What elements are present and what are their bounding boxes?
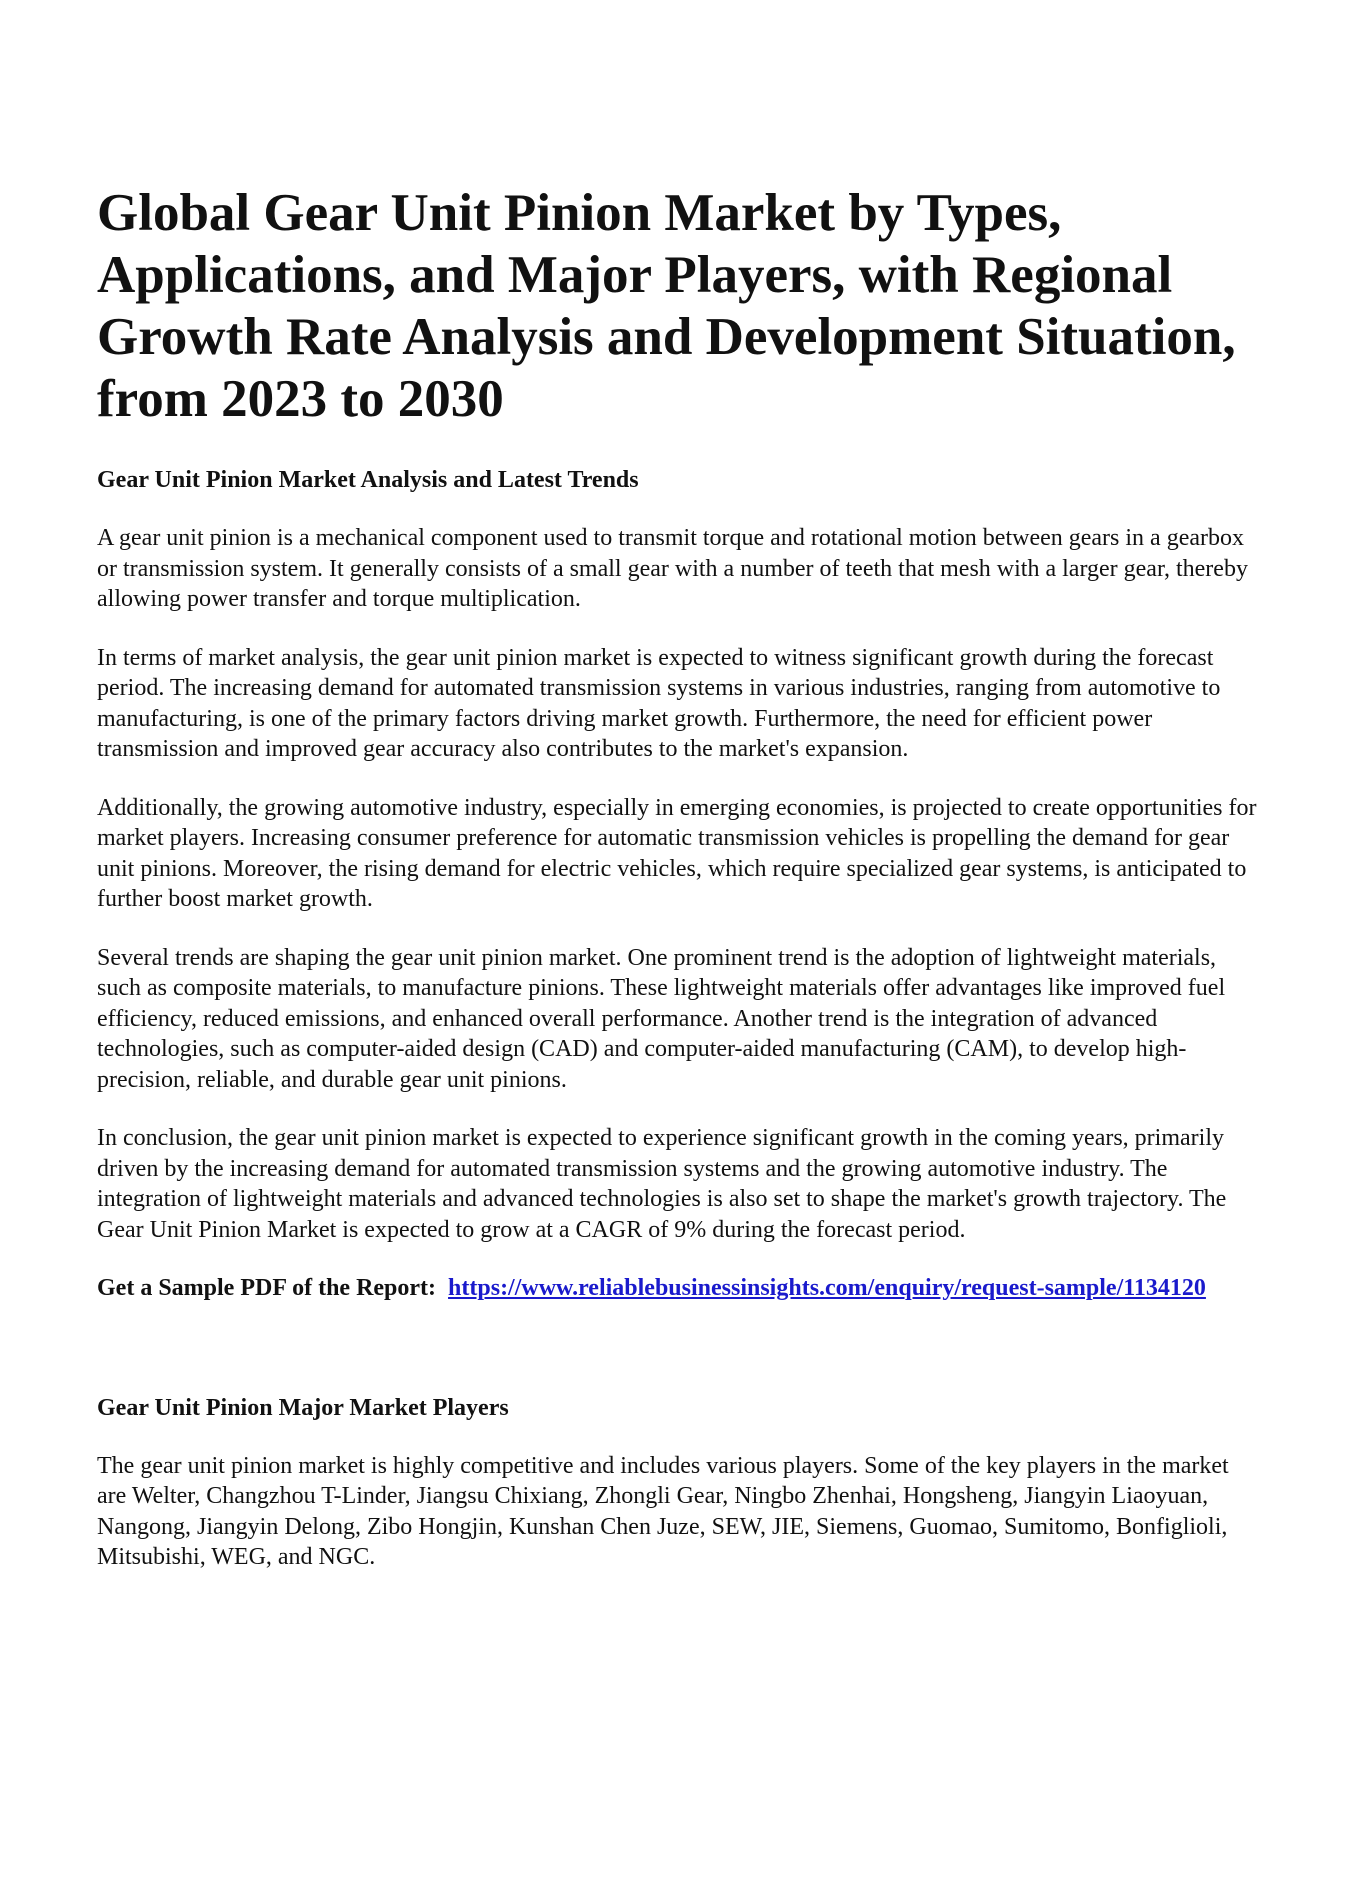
paragraph-trends: Several trends are shaping the gear unit pinion market. One prominent trend is the adoption of lightweight materials, such as composite materials, to manufacture pinions. These lightweight materials offer advantages like improved fuel efficiency, reduced emissions, and enhanced overall performance. Another trend is the integration of advanced technologies, such as computer-aided design (CAD) and computer-aided manufacturing (CAM), to develop high-precision, reliable, and durable gear unit pinions. xyxy=(97,944,1226,1093)
sample-report-label: Get a Sample PDF of the Report: xyxy=(97,1275,437,1301)
sample-report-line xyxy=(97,1273,1257,1304)
document-body xyxy=(97,182,1257,1573)
paragraph-conclusion: In conclusion, the gear unit pinion market is expected to experience significant growth in the coming years, primarily driven by the increasing demand for automated transmission systems and the growing automotive industry. The integration of lightweight materials and advanced technologies is also set to shape the market's growth trajectory. The Gear Unit Pinion Market is expected to grow at a CAGR of 9% during the forecast period. xyxy=(97,1125,1227,1243)
paragraph-market-analysis: In terms of market analysis, the gear unit pinion market is expected to witness significant growth during the forecast period. The increasing demand for automated transmission systems in various industries, ranging from automotive to manufacturing, is one of the primary factors driving market growth. Furthermore, the need for efficient power transmission and improved gear accuracy also contributes to the market's expansion. xyxy=(97,644,1221,762)
paragraph-players: The gear unit pinion market is highly competitive and includes various players. Some of the key players in the market are Welter, Changzhou T-Linder, Jiangsu Chixiang, Zhongli Gear, Ningbo Zhenhai, Hongsheng, Jiangyin Liaoyuan, Nangong, Jiangyin Delong, Zibo Hongjin, Kunshan Chen Juze, SEW, JIE, Siemens, Guomao, Sumitomo, Bonfiglioli, Mitsubishi, WEG, and NGC. xyxy=(97,1452,1229,1570)
page-title: Global Gear Unit Pinion Market by Types, Applications, and Major Players, with Regional Growth Rate Analysis and Development Situation, from 2023 to 2030 xyxy=(97,184,1236,428)
section-heading-players: Gear Unit Pinion Major Market Players xyxy=(97,1394,509,1421)
paragraph-definition: A gear unit pinion is a mechanical component used to transmit torque and rotational motion between gears in a gearbox or transmission system. It generally consists of a small gear with a number of teeth that mesh with a larger gear, thereby allowing power transfer and torque multiplication. xyxy=(97,525,1248,612)
section-heading-analysis: Gear Unit Pinion Market Analysis and Latest Trends xyxy=(97,467,639,493)
paragraph-automotive: Additionally, the growing automotive industry, especially in emerging economies, is projected to create opportunities for market players. Increasing consumer preference for automatic transmission vehicles is propelling the demand for gear unit pinions. Moreover, the rising demand for electric vehicles, which require specialized gear systems, is anticipated to further boost market growth. xyxy=(97,794,1257,912)
sample-report-link[interactable]: https://www.reliablebusinessinsights.com/enquiry/request-sample/1134120 xyxy=(448,1275,1206,1301)
